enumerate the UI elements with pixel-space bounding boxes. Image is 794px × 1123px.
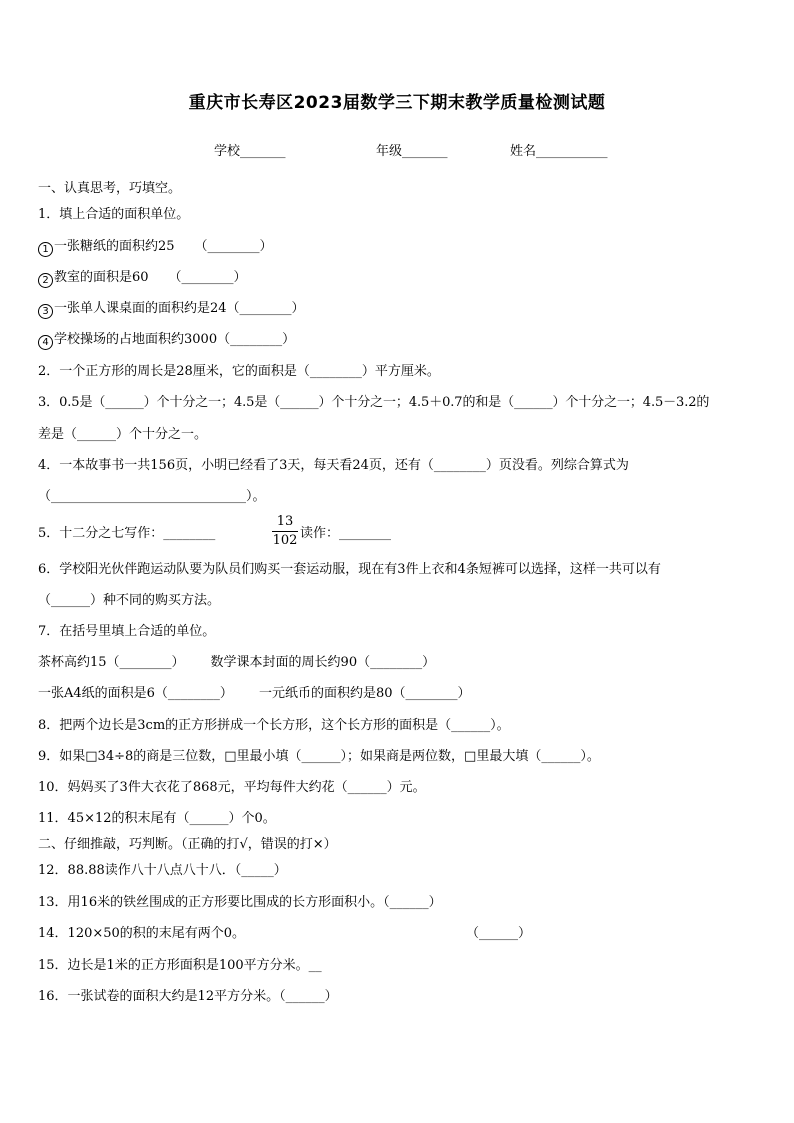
unit-item: 茶杯高约15（________） (38, 655, 185, 670)
grade-field: 年级_______ (376, 144, 448, 159)
question-11: 11．45×12的积末尾有（______）个0。 (38, 811, 276, 826)
fraction-denominator: 102 (272, 533, 298, 548)
question-15: 15．边长是1米的正方形面积是100平方分米。__ (38, 958, 322, 973)
question-6-line-2: （______）种不同的购买方法。 (38, 593, 221, 608)
item-text: 一张单人课桌面的面积约是24（________） (54, 301, 305, 316)
answer-blank: （________） (168, 270, 247, 285)
question-7-stem: 7．在括号里填上合适的单位。 (38, 624, 216, 639)
question-1-item-1 (38, 239, 273, 257)
circled-number: 2 (38, 273, 53, 288)
question-7-row-1 (38, 655, 435, 671)
circled-number: 3 (38, 304, 53, 319)
question-12: 12．88.88读作八十八点八十八．（_____） (38, 863, 287, 878)
circled-number: 1 (38, 242, 53, 257)
section-heading-fill: 一、认真思考，巧填空。 (38, 181, 182, 196)
question-3-line-2: 差是（______）个十分之一。 (38, 427, 208, 442)
circled-number: 4 (38, 335, 53, 350)
item-text: 教室的面积是60 (54, 270, 149, 285)
school-field: 学校_______ (214, 144, 286, 159)
item-text: 一张糖纸的面积约25 (54, 239, 175, 254)
question-13: 13．用16米的铁丝围成的正方形要比围成的长方形面积小。（______） (38, 895, 442, 910)
page-title: 重庆市长寿区2023届数学三下期末教学质量检测试题 (188, 93, 606, 113)
fraction (272, 514, 298, 549)
question-16: 16．一张试卷的面积大约是12平方分米。（______） (38, 989, 338, 1004)
item-text: 学校操场的占地面积约3000（________） (54, 332, 296, 347)
question-1-item-3 (38, 301, 305, 319)
fraction-numerator: 13 (276, 514, 294, 529)
question-1-item-4 (38, 332, 295, 350)
answer-blank: （________） (194, 239, 273, 254)
question-4-line-1: 4．一本故事书一共156页，小明已经看了3天，每天看24页，还有（________）页没看。列综合算式为 (38, 458, 629, 473)
unit-item: 一元纸币的面积约是80（________） (258, 686, 471, 701)
question-14-blank: （______） (466, 926, 532, 941)
question-14 (38, 926, 245, 942)
question-8: 8．把两个边长是3cm的正方形拼成一个长方形，这个长方形的面积是（______）。 (38, 718, 510, 733)
question-5-left: 5．十二分之七写作：________ (38, 526, 216, 541)
question-7-row-2 (38, 686, 470, 702)
question-6-line-1: 6．学校阳光伙伴跑运动队要为队员们购买一套运动服，现在有3件上衣和4条短裤可以选择，这样一共可以有 (38, 562, 661, 577)
name-field: 姓名___________ (510, 144, 608, 159)
fraction-bar (272, 531, 298, 532)
question-10: 10．妈妈买了3件大衣花了868元，平均每件大约花（______）元。 (38, 780, 426, 795)
question-1-stem: 1．填上合适的面积单位。 (38, 207, 190, 222)
question-5-right: 读作：________ (300, 526, 392, 541)
question-9: 9．如果□34÷8的商是三位数，□里最小填（______）；如果商是两位数，□里最大填（______）。 (38, 749, 600, 764)
unit-item: 数学课本封面的周长约90（________） (210, 655, 436, 670)
unit-item: 一张A4纸的面积是6（________） (38, 686, 233, 701)
question-text: 14．120×50的积的末尾有两个0。 (38, 926, 246, 941)
question-4-line-2: （______________________________）。 (38, 489, 266, 504)
question-1-item-2 (38, 270, 247, 288)
question-3-line-1: 3．0.5是（______）个十分之一；4.5是（______）个十分之一；4.5＋0.7的和是（______）个十分之一；4.5－3.2的 (38, 395, 710, 410)
section-heading-judge: 二、仔细推敲，巧判断。（正确的打√，错误的打×） (38, 837, 337, 852)
question-2: 2．一个正方形的周长是28厘米，它的面积是（________）平方厘米。 (38, 364, 440, 379)
